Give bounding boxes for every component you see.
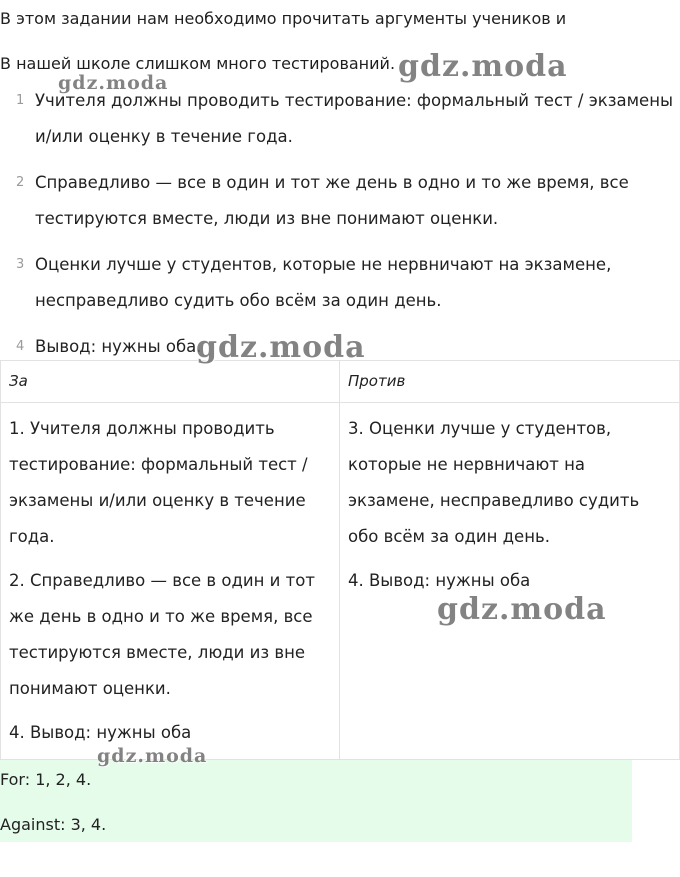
- for-cell: [1, 403, 340, 760]
- watermark: gdz.moda: [398, 49, 568, 84]
- list-item-text: Оценки лучше у студентов, которые не нервничают на экзамене, несправедливо судить обо всём за один день.: [35, 255, 612, 310]
- list-item-text: Справедливо — все в один и тот же день в одно и то же время, все тестируются вместе, люди из вне понимают оценки.: [35, 173, 629, 228]
- against-cell: [340, 403, 680, 760]
- column-header-against: Против: [340, 361, 680, 403]
- watermark: gdz.moda: [97, 745, 208, 767]
- list-item-number: 1: [16, 93, 25, 108]
- for-against-table: [0, 360, 680, 760]
- list-item-number: 4: [16, 339, 25, 354]
- for-argument: 2. Справедливо — все в один и тот же день в одно и то же время, все тестируются вместе, люди из вне понимают оценки.: [9, 571, 315, 698]
- for-argument: 4. Вывод: нужны оба: [9, 723, 192, 742]
- list-item-number: 2: [16, 175, 25, 190]
- for-argument: 1. Учителя должны проводить тестирование: формальный тест / экзамены и/или оценку в течение года.: [9, 419, 308, 546]
- intro-text-line-1: В этом задании нам необходимо прочитать аргументы учеников и: [0, 9, 567, 28]
- watermark: gdz.moda: [437, 592, 607, 627]
- list-item-text: Учителя должны проводить тестирование: формальный тест / экзамены и/или оценку в течение года.: [35, 91, 674, 146]
- intro-text-line-2: В нашей школе слишком много тестирований.: [0, 54, 396, 73]
- against-argument: 4. Вывод: нужны оба: [348, 571, 531, 590]
- column-header-for: За: [1, 361, 340, 403]
- table-header-row: [1, 361, 680, 403]
- answer-against-line: Against: 3, 4.: [0, 815, 107, 834]
- watermark: gdz.moda: [196, 330, 366, 365]
- answer-for-line: For: 1, 2, 4.: [0, 770, 92, 789]
- against-argument: 3. Оценки лучше у студентов, которые не нервничают на экзамене, несправедливо судить обо всём за один день.: [348, 419, 640, 546]
- list-item: [0, 247, 680, 319]
- list-item-number: 3: [16, 257, 25, 272]
- watermark: gdz.moda: [58, 72, 169, 94]
- list-item: [0, 165, 680, 237]
- list-item-text: Вывод: нужны оба.: [35, 337, 202, 356]
- table-row: [1, 403, 680, 760]
